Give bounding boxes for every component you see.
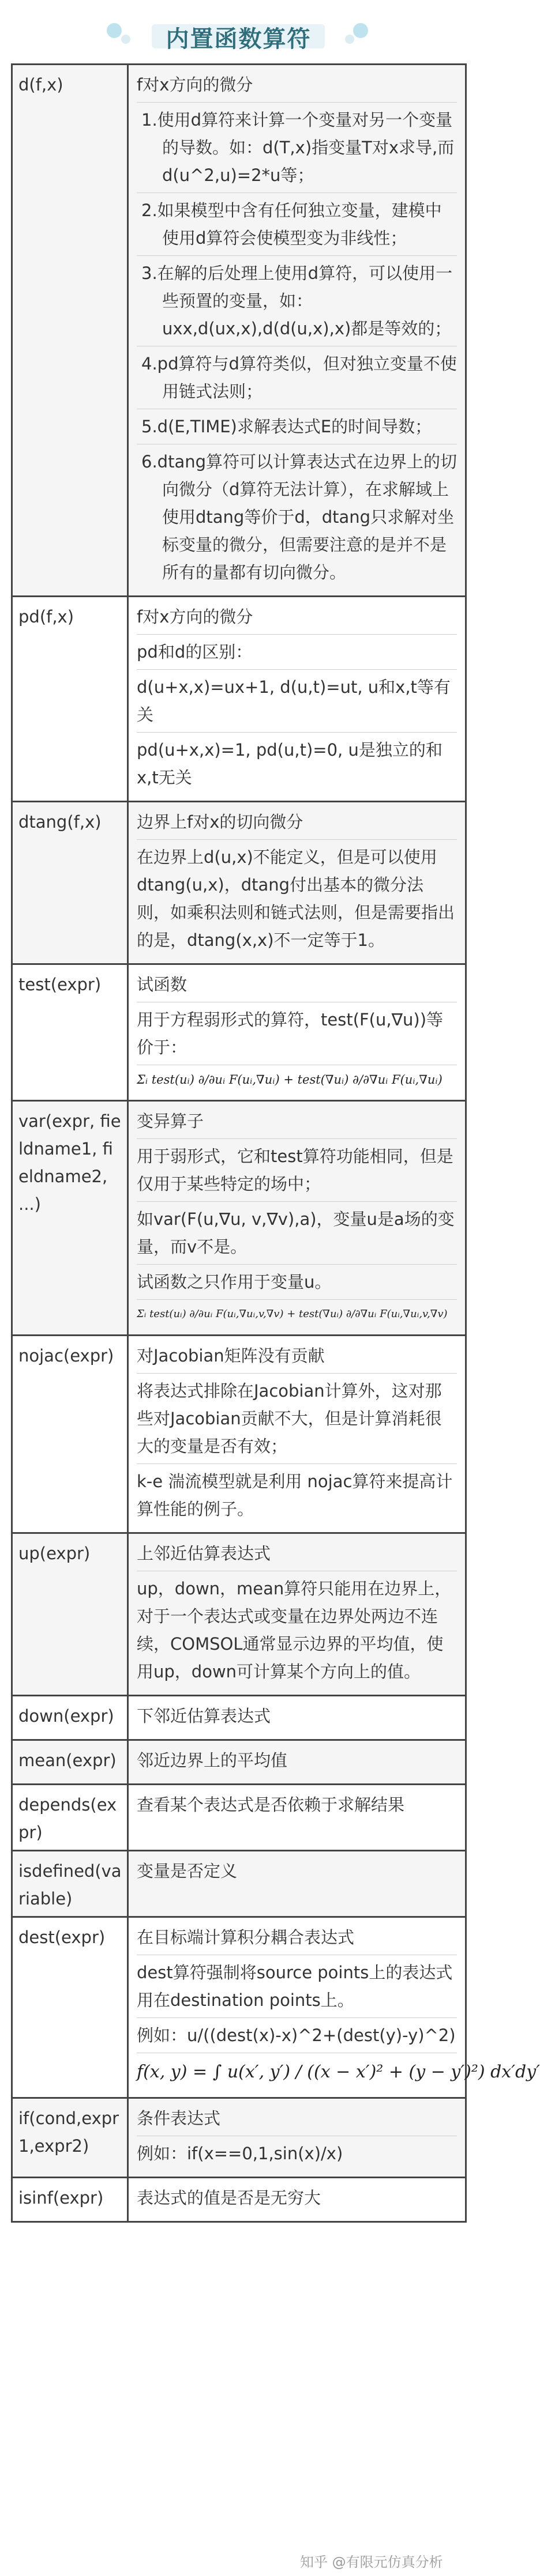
operator-name: d(f,x) [12, 65, 128, 597]
paragraph: 如var(F(u,∇u, v,∇v),a)，变量u是a场的变量，而v不是。 [137, 1201, 457, 1264]
table-row [12, 1851, 466, 1917]
list-item: 6.dtang算符可以计算表达式在边界上的切向微分（d算符无法计算），在求解域上使用dtang等价于d，dtang只求解对坐标变量的微分，但需要注意的是并不是所有的量都有切向微分。 [137, 444, 457, 590]
table-row [12, 2098, 466, 2178]
table-row [12, 2178, 466, 2222]
operator-summary: 上邻近估算表达式 [137, 1544, 271, 1563]
paragraph: 用于方程弱形式的算符，test(F(u,∇u))等价于： [137, 1002, 457, 1065]
table-row [12, 1696, 466, 1740]
operator-summary: 查看某个表达式是否依赖于求解结果 [137, 1795, 405, 1815]
operator-description [128, 2178, 466, 2222]
table-row [12, 1101, 466, 1336]
list-item: 2.如果模型中含有任何独立变量，建模中使用d算符会使模型变为非线性； [137, 193, 457, 255]
operator-name: dest(expr) [12, 1917, 128, 2098]
table-row [12, 1917, 466, 2098]
paragraph: dest算符强制将source points上的表达式用在destination points上。 [137, 1955, 457, 2017]
table-row [12, 1785, 466, 1851]
list-item: 3.在解的后处理上使用d算符，可以使用一些预置的变量，如：uxx,d(ux,x),d(d(u,x),x)都是等效的； [137, 255, 457, 346]
list-item: 4.pd算符与d算符类似，但对独立变量不使用链式法则； [137, 346, 457, 409]
operator-description [128, 1336, 466, 1533]
operator-description [128, 964, 466, 1101]
paragraph: 将表达式排除在Jacobian计算外，这对那些对Jacobian贡献不大，但是计算消耗很大的变量是否有效； [137, 1373, 457, 1464]
operator-name: var(expr, fieldname1, fieldname2, ...) [12, 1101, 128, 1336]
operator-description [128, 1101, 466, 1336]
operator-summary: 条件表达式 [137, 2109, 221, 2128]
paragraph: 例如：if(x==0,1,sin(x)/x) [137, 2136, 457, 2171]
operator-summary: 变异算子 [137, 1111, 204, 1131]
operator-summary: f对x方向的微分 [137, 75, 253, 95]
operator-summary: f对x方向的微分 [137, 607, 253, 627]
operator-summary: 在目标端计算积分耦合表达式 [137, 1928, 355, 1947]
operator-description [128, 1696, 466, 1740]
formula: Σᵢ test(uᵢ) ∂/∂uᵢ F(uᵢ,∇uᵢ) + test(∇uᵢ) ∂/∂∇uᵢ F(uᵢ,∇uᵢ) [137, 1065, 457, 1094]
title-bar [0, 0, 477, 63]
operator-name: isdefined(variable) [12, 1851, 128, 1917]
operator-name: pd(f,x) [12, 597, 128, 802]
operator-name: isinf(expr) [12, 2178, 128, 2222]
table-row [12, 1740, 466, 1785]
paragraph: 在边界上d(u,x)不能定义，但是可以使用dtang(u,x)，dtang付出基本的微分法则，如乘积法则和链式法则，但是需要指出的是，dtang(x,x)不一定等于1。 [137, 839, 457, 957]
operator-description [128, 1917, 540, 2098]
list-item: 5.d(E,TIME)求解表达式E的时间导数； [137, 409, 457, 444]
paragraph: d(u+x,x)=ux+1, d(u,t)=ut, u和x,t等有关 [137, 669, 457, 732]
operator-description [128, 2098, 466, 2178]
operator-description [128, 65, 466, 597]
paragraph: pd(u+x,x)=1, pd(u,t)=0, u是独立的和x,t无关 [137, 732, 457, 795]
operator-description [128, 1785, 466, 1851]
table-row [12, 65, 466, 597]
operator-table [11, 63, 540, 2223]
page-title: 内置函数算符 [166, 26, 312, 52]
list-item: 1.使用d算符来计算一个变量对另一个变量的导数。如：d(T,x)指变量T对x求导,而d(u^2,u)=2*u等； [137, 102, 457, 193]
operator-summary: 变量是否定义 [137, 1861, 238, 1881]
operator-summary: 边界上f对x的切向微分 [137, 812, 303, 832]
paragraph: 用于弱形式，它和test算符功能相同，但是仅用于某些特定的场中； [137, 1138, 457, 1201]
operator-name: if(cond,expr1,expr2) [12, 2098, 128, 2178]
formula: f(x, y) = ∫ u(x′, y′) / ((x − x′)² + (y − y′)²) dx′dy′ [137, 2053, 457, 2091]
table-row [12, 964, 466, 1101]
operator-description [128, 802, 466, 964]
operator-summary: 对Jacobian矩阵没有贡献 [137, 1346, 325, 1366]
operator-description [128, 1740, 466, 1785]
operator-name: up(expr) [12, 1533, 128, 1696]
table-row [12, 1336, 466, 1533]
table-row [12, 1533, 466, 1696]
paragraph: 试函数之只作用于变量u。 [137, 1264, 457, 1299]
operator-name: mean(expr) [12, 1740, 128, 1785]
operator-name: dtang(f,x) [12, 802, 128, 964]
paragraph: pd和d的区别： [137, 634, 457, 669]
paragraph: 例如：u/((dest(x)-x)^2+(dest(y)-y)^2) [137, 2017, 457, 2053]
operator-description [128, 1851, 466, 1917]
table-row [12, 597, 466, 802]
paragraph: up，down，mean算符只能用在边界上，对于一个表达式或变量在边界处两边不连续，COMSOL通常显示边界的平均值，使用up，down可计算某个方向上的值。 [137, 1571, 457, 1689]
operator-name: nojac(expr) [12, 1336, 128, 1533]
paragraph: k-e 湍流模型就是利用 nojac算符来提高计算性能的例子。 [137, 1464, 457, 1526]
operator-summary: 试函数 [137, 975, 187, 994]
operator-name: depends(expr) [12, 1785, 128, 1851]
operator-name: test(expr) [12, 964, 128, 1101]
operator-description [128, 1533, 466, 1696]
operator-description [128, 597, 466, 802]
watermark: 知乎 @有限元仿真分析 [300, 2554, 443, 2570]
operator-summary: 表达式的值是否是无穷大 [137, 2188, 321, 2208]
operator-summary: 下邻近估算表达式 [137, 1706, 271, 1726]
operator-name: down(expr) [12, 1696, 128, 1740]
formula: Σᵢ test(uᵢ) ∂/∂uᵢ F(uᵢ,∇uᵢ,v,∇v) + test(∇uᵢ) ∂/∂∇uᵢ F(uᵢ,∇uᵢ,v,∇v) [137, 1299, 457, 1329]
operator-summary: 邻近边界上的平均值 [137, 1751, 288, 1770]
table-row [12, 802, 466, 964]
